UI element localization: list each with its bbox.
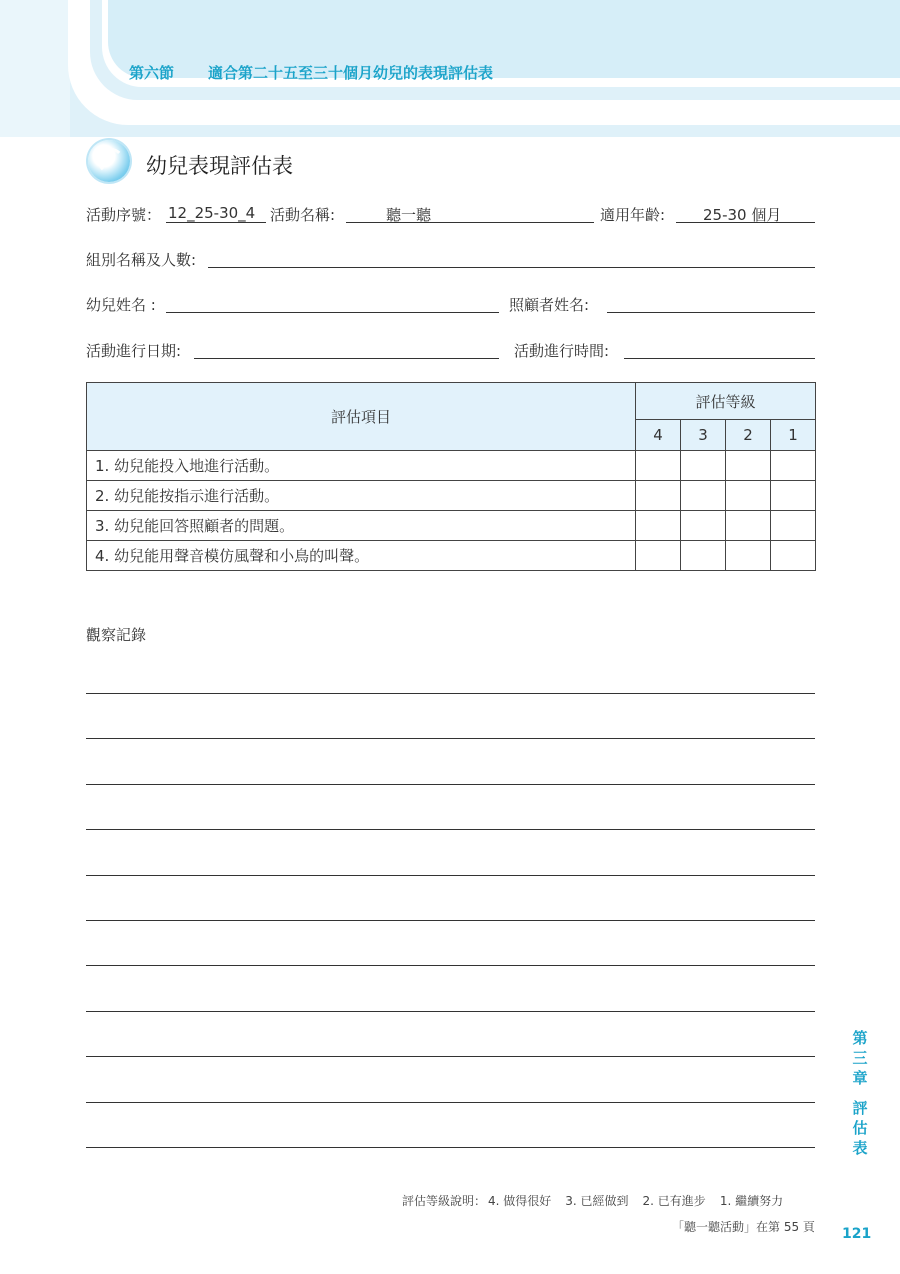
- observation-line[interactable]: [86, 1102, 815, 1103]
- grade-4-header: 4: [636, 420, 681, 451]
- grade-cell[interactable]: [636, 511, 681, 541]
- chapter-tab: [850, 1028, 870, 1088]
- activity-no-value: 12_25-30_4: [168, 204, 256, 222]
- item-text: 4. 幼兒能用聲音模仿風聲和小鳥的叫聲。: [87, 541, 636, 571]
- item-text: 3. 幼兒能回答照顧者的問題。: [87, 511, 636, 541]
- observation-line[interactable]: [86, 1147, 815, 1148]
- grade-1-header: 1: [771, 420, 816, 451]
- item-text: 2. 幼兒能按指示進行活動。: [87, 481, 636, 511]
- age-value: 25-30 個月: [703, 206, 782, 224]
- chapter-name-char: 估: [852, 1119, 868, 1137]
- table-row: [87, 511, 816, 541]
- legend-item: 1. 繼續努力: [719, 1194, 784, 1208]
- observation-line[interactable]: [86, 1056, 815, 1057]
- activity-name-value: 聽一聽: [386, 206, 432, 224]
- legend-item: 4. 做得很好: [488, 1194, 552, 1208]
- grade-cell[interactable]: [771, 451, 816, 481]
- item-text: 1. 幼兒能投入地進行活動。: [87, 451, 636, 481]
- grade-cell[interactable]: [771, 481, 816, 511]
- observation-title: 觀察記錄: [86, 626, 147, 644]
- table-row: [87, 541, 816, 571]
- activity-name-field[interactable]: [346, 222, 594, 223]
- observation-line[interactable]: [86, 965, 815, 966]
- bubble-highlight: [98, 148, 124, 174]
- grade-cell[interactable]: [681, 541, 726, 571]
- grade-cell[interactable]: [771, 541, 816, 571]
- observation-line[interactable]: [86, 738, 815, 739]
- chapter-char: 三: [852, 1049, 868, 1067]
- chapter-char: 第: [852, 1029, 868, 1047]
- chapter-char: 章: [852, 1069, 868, 1087]
- table-row: [87, 481, 816, 511]
- grade-legend: [402, 1192, 783, 1209]
- observation-line[interactable]: [86, 1011, 815, 1012]
- grade-cell[interactable]: [726, 511, 771, 541]
- page-number: 121: [842, 1226, 872, 1242]
- header-left-strip: [0, 0, 70, 137]
- section-title: 適合第二十五至三十個月幼兒的表現評估表: [208, 64, 494, 82]
- child-name-label: 幼兒姓名 :: [86, 296, 156, 314]
- date-label: 活動進行日期:: [86, 342, 182, 360]
- page-title: 幼兒表現評估表: [146, 154, 293, 178]
- grade-cell[interactable]: [726, 451, 771, 481]
- evaluation-table: [86, 382, 816, 571]
- grade-header: 評估等級: [636, 383, 816, 420]
- group-label: 組別名稱及人數:: [86, 251, 197, 269]
- grade-cell[interactable]: [681, 481, 726, 511]
- observation-line[interactable]: [86, 875, 815, 876]
- observation-line[interactable]: [86, 829, 815, 830]
- grade-cell[interactable]: [681, 451, 726, 481]
- carer-name-field[interactable]: [607, 312, 815, 313]
- chapter-name-tab: [850, 1098, 870, 1158]
- time-field[interactable]: [624, 358, 815, 359]
- activity-no-label: 活動序號：: [86, 206, 162, 224]
- table-row: [87, 451, 816, 481]
- observation-line[interactable]: [86, 920, 815, 921]
- grade-3-header: 3: [681, 420, 726, 451]
- section-header: [129, 62, 493, 83]
- grade-cell[interactable]: [771, 511, 816, 541]
- grade-cell[interactable]: [636, 451, 681, 481]
- grade-cell[interactable]: [636, 481, 681, 511]
- group-field[interactable]: [208, 267, 815, 268]
- time-label: 活動進行時間:: [514, 342, 610, 360]
- chapter-name-char: 評: [852, 1099, 868, 1117]
- grade-2-header: 2: [726, 420, 771, 451]
- date-field[interactable]: [194, 358, 499, 359]
- chapter-name-char: 表: [852, 1139, 868, 1157]
- child-name-field[interactable]: [166, 312, 499, 313]
- legend-item: 2. 已有進步: [642, 1194, 706, 1208]
- item-header: 評估項目: [87, 383, 636, 451]
- observation-line[interactable]: [86, 784, 815, 785]
- carer-name-label: 照顧者姓名:: [509, 296, 590, 314]
- grade-cell[interactable]: [726, 481, 771, 511]
- legend-label: 評估等級說明：: [402, 1194, 487, 1208]
- activity-no-field[interactable]: [166, 222, 266, 223]
- activity-name-label: 活動名稱:: [270, 206, 336, 224]
- observation-line[interactable]: [86, 693, 815, 694]
- age-label: 適用年齡:: [600, 206, 666, 224]
- legend-item: 3. 已經做到: [565, 1194, 629, 1208]
- grade-cell[interactable]: [726, 541, 771, 571]
- section-number: 第六節: [129, 64, 175, 82]
- activity-reference: 「聽一聽活動」在第 55 頁: [672, 1220, 815, 1234]
- grade-cell[interactable]: [636, 541, 681, 571]
- grade-cell[interactable]: [681, 511, 726, 541]
